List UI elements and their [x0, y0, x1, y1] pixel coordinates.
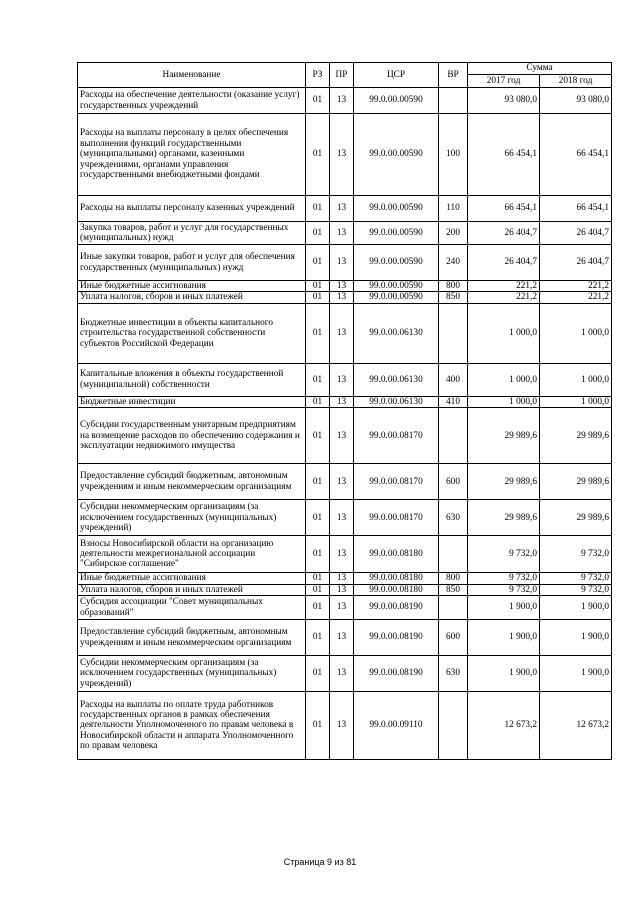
row-2018-cell: 9 732,0 — [540, 536, 612, 573]
row-pr-cell: 13 — [330, 88, 354, 114]
row-csr-cell: 99.0.00.08180 — [354, 573, 439, 584]
row-name-cell: Закупка товаров, работ и услуг для государственных (муниципальных) нужд — [78, 222, 306, 245]
row-2018-cell: 9 732,0 — [540, 573, 612, 584]
row-csr-cell: 99.0.00.08170 — [354, 500, 439, 536]
row-pr-cell: 13 — [330, 281, 354, 292]
row-rz-cell: 01 — [306, 573, 330, 584]
row-pr-cell: 13 — [330, 500, 354, 536]
row-2018-cell: 221,2 — [540, 292, 612, 303]
row-2018-cell: 221,2 — [540, 281, 612, 292]
row-2017-cell: 66 454,1 — [468, 196, 540, 222]
row-name-cell: Иные бюджетные ассигнования — [78, 573, 306, 584]
row-name-cell: Иные бюджетные ассигнования — [78, 281, 306, 292]
row-csr-cell: 99.0.00.09110 — [354, 692, 439, 760]
header-year-2018: 2018 год — [540, 75, 612, 88]
row-2017-cell: 221,2 — [468, 292, 540, 303]
row-name-cell: Субсидия ассоциации "Совет муниципальных образований" — [78, 596, 306, 620]
row-2018-cell: 1 900,0 — [540, 620, 612, 656]
row-2017-cell: 1 900,0 — [468, 656, 540, 692]
row-2017-cell: 9 732,0 — [468, 536, 540, 573]
row-vr-cell: 100 — [439, 114, 468, 196]
header-year-2017: 2017 год — [468, 75, 540, 88]
row-rz-cell: 01 — [306, 536, 330, 573]
row-2017-cell: 26 404,7 — [468, 222, 540, 245]
row-vr-cell: 800 — [439, 281, 468, 292]
row-pr-cell: 13 — [330, 396, 354, 407]
row-vr-cell: 850 — [439, 584, 468, 595]
row-vr-cell — [439, 408, 468, 464]
row-vr-cell: 600 — [439, 464, 468, 500]
row-2018-cell: 1 000,0 — [540, 363, 612, 396]
row-name-cell: Субсидии некоммерческим организациям (за исключением государственных (муниципальных) учреждений) — [78, 656, 306, 692]
table-row — [78, 303, 612, 363]
row-pr-cell: 13 — [330, 656, 354, 692]
row-pr-cell: 13 — [330, 245, 354, 281]
row-pr-cell: 13 — [330, 692, 354, 760]
row-rz-cell: 01 — [306, 596, 330, 620]
row-vr-cell: 240 — [439, 245, 468, 281]
row-vr-cell — [439, 536, 468, 573]
row-pr-cell: 13 — [330, 620, 354, 656]
row-name-cell: Расходы на обеспечение деятельности (оказание услуг) государственных учреждений — [78, 88, 306, 114]
row-2018-cell: 26 404,7 — [540, 245, 612, 281]
row-name-cell: Бюджетные инвестиции в объекты капитального строительства государственной собственности субъектов Российской Федерации — [78, 303, 306, 363]
row-2018-cell: 93 080,0 — [540, 88, 612, 114]
row-vr-cell: 800 — [439, 573, 468, 584]
table-body — [78, 88, 612, 760]
table-row — [78, 464, 612, 500]
row-rz-cell: 01 — [306, 396, 330, 407]
row-2018-cell: 9 732,0 — [540, 584, 612, 595]
row-csr-cell: 99.0.00.06130 — [354, 303, 439, 363]
row-rz-cell: 01 — [306, 363, 330, 396]
row-2017-cell: 29 989,6 — [468, 408, 540, 464]
row-pr-cell: 13 — [330, 573, 354, 584]
row-csr-cell: 99.0.00.08190 — [354, 656, 439, 692]
row-2018-cell: 1 900,0 — [540, 596, 612, 620]
row-rz-cell: 01 — [306, 292, 330, 303]
row-rz-cell: 01 — [306, 222, 330, 245]
row-2017-cell: 12 673,2 — [468, 692, 540, 760]
row-pr-cell: 13 — [330, 408, 354, 464]
table-row — [78, 363, 612, 396]
table-row — [78, 222, 612, 245]
row-name-cell: Предоставление субсидий бюджетным, автономным учреждениям и иным некоммерческим организациям — [78, 620, 306, 656]
table-row — [78, 620, 612, 656]
row-2018-cell: 1 900,0 — [540, 656, 612, 692]
row-pr-cell: 13 — [330, 596, 354, 620]
header-vr: ВР — [439, 63, 468, 88]
row-csr-cell: 99.0.00.06130 — [354, 396, 439, 407]
row-name-cell: Расходы на выплаты персоналу в целях обеспечения выполнения функций государственными (муниципальными) органами, казенными учреждениями, органами управления государственными внебюджетными фондами — [78, 114, 306, 196]
row-csr-cell: 99.0.00.00590 — [354, 281, 439, 292]
row-2017-cell: 1 900,0 — [468, 596, 540, 620]
row-vr-cell: 630 — [439, 500, 468, 536]
row-csr-cell: 99.0.00.00590 — [354, 114, 439, 196]
row-pr-cell: 13 — [330, 584, 354, 595]
row-csr-cell: 99.0.00.00590 — [354, 245, 439, 281]
row-2017-cell: 9 732,0 — [468, 573, 540, 584]
row-name-cell: Субсидии некоммерческим организациям (за исключением государственных (муниципальных) учреждений) — [78, 500, 306, 536]
row-csr-cell: 99.0.00.08170 — [354, 464, 439, 500]
row-pr-cell: 13 — [330, 114, 354, 196]
table-row — [78, 281, 612, 292]
row-rz-cell: 01 — [306, 281, 330, 292]
row-rz-cell: 01 — [306, 303, 330, 363]
row-rz-cell: 01 — [306, 620, 330, 656]
table-row — [78, 292, 612, 303]
budget-table — [77, 62, 612, 760]
table-row — [78, 245, 612, 281]
row-csr-cell: 99.0.00.00590 — [354, 292, 439, 303]
row-name-cell: Субсидии государственным унитарным предприятиям на возмещение расходов по обеспечению содержания и эксплуатации недвижимого имущества — [78, 408, 306, 464]
row-2017-cell: 221,2 — [468, 281, 540, 292]
row-vr-cell: 110 — [439, 196, 468, 222]
header-csr: ЦСР — [354, 63, 439, 88]
row-2017-cell: 9 732,0 — [468, 584, 540, 595]
row-2018-cell: 12 673,2 — [540, 692, 612, 760]
table-row — [78, 500, 612, 536]
table-row — [78, 408, 612, 464]
row-csr-cell: 99.0.00.08180 — [354, 536, 439, 573]
row-name-cell: Расходы на выплаты по оплате труда работников государственных органов в рамках обеспечения деятельности Уполномоченного по правам человека в Новосибирской области и аппарата Уполномоченного по правам человека — [78, 692, 306, 760]
row-2017-cell: 1 900,0 — [468, 620, 540, 656]
row-2018-cell: 66 454,1 — [540, 196, 612, 222]
row-csr-cell: 99.0.00.00590 — [354, 88, 439, 114]
row-vr-cell: 600 — [439, 620, 468, 656]
row-pr-cell: 13 — [330, 196, 354, 222]
row-csr-cell: 99.0.00.00590 — [354, 222, 439, 245]
row-name-cell: Взносы Новосибирской области на организацию деятельности межрегиональной ассоциации "Сибирское соглашение" — [78, 536, 306, 573]
row-rz-cell: 01 — [306, 88, 330, 114]
row-csr-cell: 99.0.00.06130 — [354, 363, 439, 396]
row-pr-cell: 13 — [330, 536, 354, 573]
row-2018-cell: 1 000,0 — [540, 396, 612, 407]
row-rz-cell: 01 — [306, 464, 330, 500]
row-rz-cell: 01 — [306, 656, 330, 692]
row-rz-cell: 01 — [306, 114, 330, 196]
table-row — [78, 596, 612, 620]
row-2017-cell: 26 404,7 — [468, 245, 540, 281]
row-pr-cell: 13 — [330, 363, 354, 396]
header-pr: ПР — [330, 63, 354, 88]
row-name-cell: Капитальные вложения в объекты государственной (муниципальной) собственности — [78, 363, 306, 396]
row-vr-cell — [439, 303, 468, 363]
row-vr-cell: 630 — [439, 656, 468, 692]
row-vr-cell — [439, 596, 468, 620]
row-pr-cell: 13 — [330, 222, 354, 245]
row-name-cell: Уплата налогов, сборов и иных платежей — [78, 292, 306, 303]
table-row — [78, 396, 612, 407]
row-csr-cell: 99.0.00.08190 — [354, 620, 439, 656]
row-name-cell: Иные закупки товаров, работ и услуг для обеспечения государственных (муниципальных) нужд — [78, 245, 306, 281]
table-row — [78, 584, 612, 595]
row-2017-cell: 93 080,0 — [468, 88, 540, 114]
table-row — [78, 196, 612, 222]
row-csr-cell: 99.0.00.00590 — [354, 196, 439, 222]
row-rz-cell: 01 — [306, 500, 330, 536]
row-2018-cell: 66 454,1 — [540, 114, 612, 196]
row-rz-cell: 01 — [306, 584, 330, 595]
row-2017-cell: 29 989,6 — [468, 500, 540, 536]
row-rz-cell: 01 — [306, 692, 330, 760]
row-2018-cell: 26 404,7 — [540, 222, 612, 245]
row-2018-cell: 1 000,0 — [540, 303, 612, 363]
row-2017-cell: 1 000,0 — [468, 303, 540, 363]
row-rz-cell: 01 — [306, 196, 330, 222]
row-vr-cell: 850 — [439, 292, 468, 303]
row-rz-cell: 01 — [306, 245, 330, 281]
row-2017-cell: 1 000,0 — [468, 363, 540, 396]
table-row — [78, 692, 612, 760]
table-row — [78, 114, 612, 196]
page-number: Страница 9 из 81 — [283, 857, 357, 867]
row-csr-cell: 99.0.00.08170 — [354, 408, 439, 464]
row-csr-cell: 99.0.00.08190 — [354, 596, 439, 620]
row-2018-cell: 29 989,6 — [540, 500, 612, 536]
row-name-cell: Бюджетные инвестиции — [78, 396, 306, 407]
row-vr-cell: 200 — [439, 222, 468, 245]
header-name: Наименование — [78, 63, 306, 88]
row-name-cell: Расходы на выплаты персоналу казенных учреждений — [78, 196, 306, 222]
row-pr-cell: 13 — [330, 292, 354, 303]
row-2018-cell: 29 989,6 — [540, 408, 612, 464]
header-sum: Сумма — [468, 63, 612, 75]
row-vr-cell: 410 — [439, 396, 468, 407]
table-row — [78, 656, 612, 692]
row-rz-cell: 01 — [306, 408, 330, 464]
row-name-cell: Уплата налогов, сборов и иных платежей — [78, 584, 306, 595]
table-row — [78, 573, 612, 584]
row-2018-cell: 29 989,6 — [540, 464, 612, 500]
row-2017-cell: 1 000,0 — [468, 396, 540, 407]
row-name-cell: Предоставление субсидий бюджетным, автономным учреждениям и иным некоммерческим организациям — [78, 464, 306, 500]
header-rz: РЗ — [306, 63, 330, 88]
row-2017-cell: 66 454,1 — [468, 114, 540, 196]
row-pr-cell: 13 — [330, 464, 354, 500]
row-vr-cell: 400 — [439, 363, 468, 396]
row-2017-cell: 29 989,6 — [468, 464, 540, 500]
row-pr-cell: 13 — [330, 303, 354, 363]
row-vr-cell — [439, 692, 468, 760]
table-row — [78, 88, 612, 114]
table-row — [78, 536, 612, 573]
row-csr-cell: 99.0.00.08180 — [354, 584, 439, 595]
row-vr-cell — [439, 88, 468, 114]
